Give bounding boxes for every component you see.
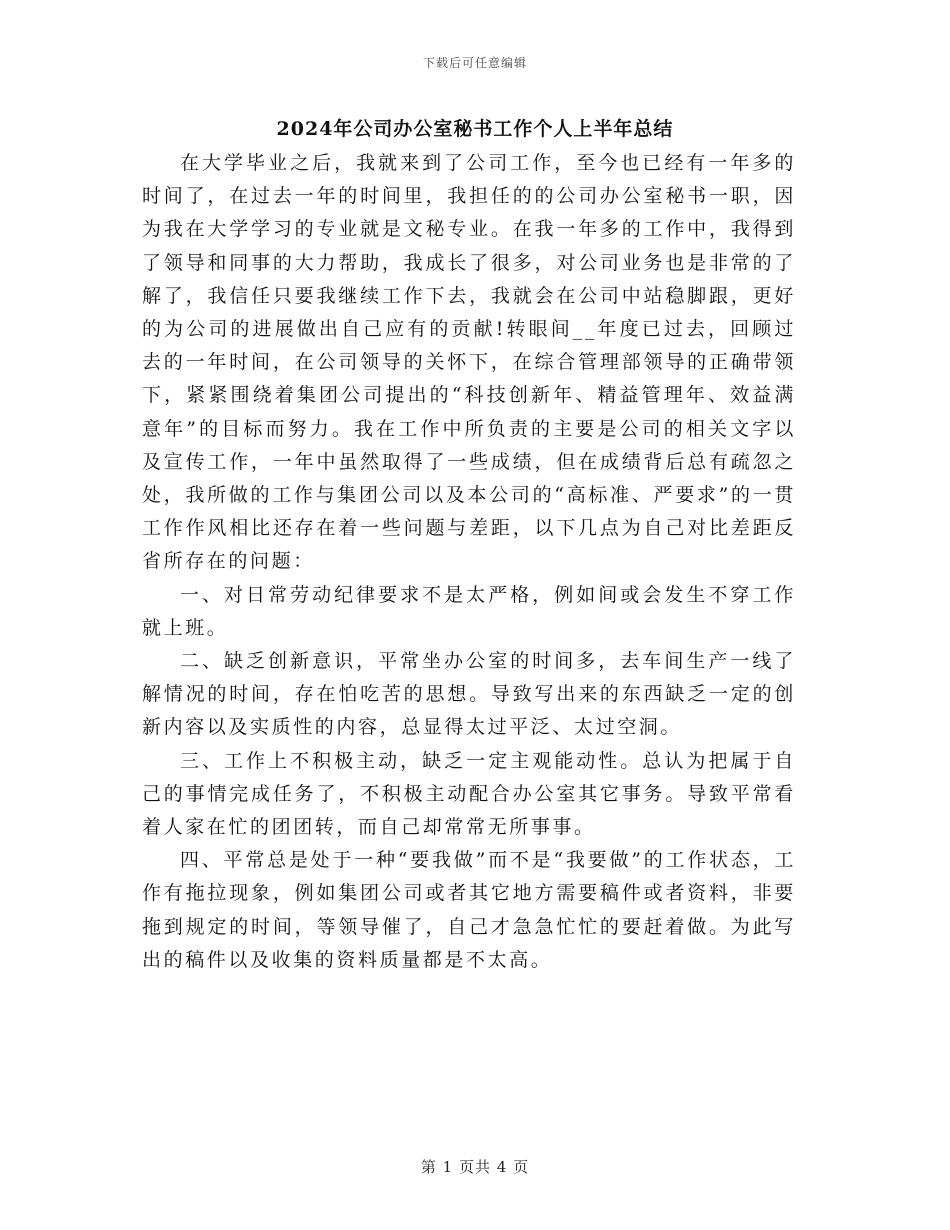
paragraph-point-2: 二、缺乏创新意识，平常坐办公室的时间多，去车间生产一线了解情况的时间，存在怕吃苦的思想。导致写出来的东西缺乏一定的创新内容以及实质性的内容，总显得太过平泛、太过空洞。	[142, 650, 796, 739]
header-note: 下载后可任意编辑	[422, 56, 527, 70]
paragraph-point-3: 三、工作上不积极主动，缺乏一定主观能动性。总认为把属于自己的事情完成任务了，不积极主动配合办公室其它事务。导致平常看着人家在忙的团团转，而自己却常常无所事事。	[142, 749, 796, 839]
document-body	[142, 147, 796, 977]
paragraph-point-1: 一、对日常劳动纪律要求不是太严格，例如间或会发生不穿工作就上班。	[142, 583, 796, 639]
paragraph-intro: 在大学毕业之后，我就来到了公司工作，至今也已经有一年多的时间了，在过去一年的时间里，我担任的的公司办公室秘书一职，因为我在大学学习的专业就是文秘专业。在我一年多的工作中，我得到了领导和同事的大力帮助，我成长了很多，对公司业务也是非常的了解了，我信任只要我继续工作下去，我就会在公司中站稳脚跟，更好的为公司的进展做出自己应有的贡献!转眼间__年度已过去，回顾过去的一年时间，在公司领导的关怀下，在综合管理部领导的正确带领下，紧紧围绕着集团公司提出的“科技创新年、精益管理年、效益满意年”的目标而努力。我在工作中所负责的主要是公司的相关文字以及宣传工作，一年中虽然取得了一些成绩，但在成绩背后总有疏忽之处，我所做的工作与集团公司以及本公司的“高标准、严要求”的一贯工作作风相比还存在着一些问题与差距，以下几点为自己对比差距反省所存在的问题：	[142, 152, 796, 573]
document-title: 2024年公司办公室秘书工作个人上半年总结	[276, 118, 674, 140]
page-footer: 第 1 页共 4 页	[420, 1158, 530, 1176]
paragraph-point-4: 四、平常总是处于一种“要我做”而不是“我要做”的工作状态，工作有拖拉现象，例如集团公司或者其它地方需要稿件或者资料，非要拖到规定的时间，等领导催了，自己才急急忙忙的要赶着做。为此写出的稿件以及收集的资料质量都是不太高。	[142, 849, 796, 971]
